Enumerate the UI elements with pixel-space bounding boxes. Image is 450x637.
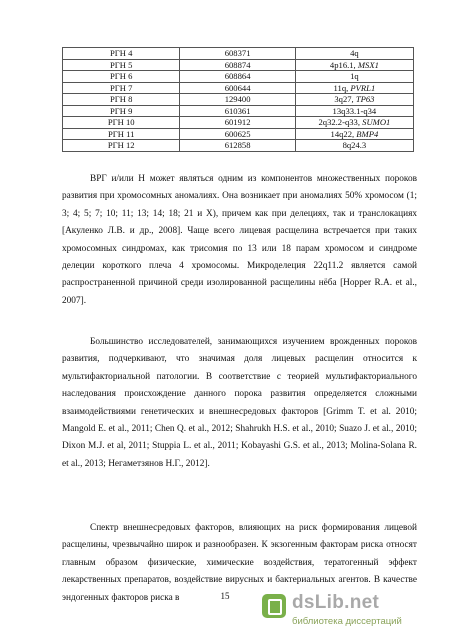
cell-code: 601912 — [180, 117, 295, 129]
cell-name: РГН 4 — [63, 48, 180, 60]
watermark-tagline: библиотека диссертаций — [292, 616, 402, 627]
table-row — [63, 128, 414, 140]
gene-name: SUMO1 — [362, 117, 391, 128]
table-row — [63, 48, 414, 60]
cell-locus — [295, 105, 413, 117]
paragraph-chromosomal-anomalies — [62, 171, 417, 310]
cell-locus — [295, 94, 413, 106]
table-row — [63, 71, 414, 83]
cell-name: РГН 12 — [63, 140, 180, 152]
cell-locus — [295, 82, 413, 94]
table-row — [63, 82, 414, 94]
table-row — [63, 140, 414, 152]
cell-locus — [295, 117, 413, 129]
watermark — [262, 592, 442, 632]
cell-locus — [295, 71, 413, 83]
table-row — [63, 94, 414, 106]
cell-name: РГН 8 — [63, 94, 180, 106]
paragraph-multifactorial — [62, 334, 417, 473]
table-row — [63, 105, 414, 117]
locus-text: 8q24.3 — [342, 140, 367, 151]
cell-name: РГН 10 — [63, 117, 180, 129]
locus-text: 3q27, — [334, 94, 356, 105]
locus-text: 2q32.2-q33, — [318, 117, 363, 128]
table-row — [63, 117, 414, 129]
table-body — [63, 48, 414, 152]
genetic-loci-table — [62, 47, 414, 152]
cell-code: 610361 — [180, 105, 295, 117]
cell-code: 608864 — [180, 71, 295, 83]
cell-name: РГН 6 — [63, 71, 180, 83]
gene-name: PVRL1 — [350, 82, 376, 93]
cell-code: 612858 — [180, 140, 295, 152]
cell-code: 608371 — [180, 48, 295, 60]
gene-name: TP63 — [355, 94, 375, 105]
cell-name: РГН 11 — [63, 128, 180, 140]
cell-name: РГН 9 — [63, 105, 180, 117]
locus-text: 1q — [350, 71, 359, 82]
watermark-logo: dsLib.net — [292, 592, 380, 613]
cell-code: 608874 — [180, 59, 295, 71]
cell-locus — [295, 59, 413, 71]
locus-text: 4p16.1, — [329, 59, 358, 70]
paragraph-text: Спектр внешнесредовых факторов, влияющих на риск формирования лицевой расщелины, чрезвычайно широк и разнообразен. К экзогенным факторам риска относят главным образом физические, химические воздействия, тератогенный эффект лекарственных препаратов, воздействие вирусных и бактериальных агентов. В качестве эндогенных факторов риска в — [62, 523, 417, 603]
paragraph-text: ВРГ и/или Н может являться одним из компонентов множественных пороков развития при хромосомных аномалиях. Она возникает при аномалиях 50% хромосом (1; 3; 4; 5; 7; 10; 11; 13; 14; 18; 21 и X), причем как при делециях, так и транслокациях [Акуленко Л.В. и др., 2008]. Чаще всего лицевая расщелина встречается при таких хромосомных синдромах, как трисомия по 13 или 18 парам хромосом и синдроме делеции короткого плеча 4 хромосомы. Микроделеция 22q11.2 является самой распространенной причиной среди изолированной расщелины нёба [Hopper R.A. et al., 2007]. — [62, 174, 417, 306]
gene-name: BMP4 — [356, 128, 379, 139]
locus-text: 13q33.1-q34 — [332, 105, 377, 116]
locus-text: 4q — [350, 48, 359, 59]
cell-code: 129400 — [180, 94, 295, 106]
locus-text: 14q22, — [330, 128, 357, 139]
cell-code: 600644 — [180, 82, 295, 94]
cell-locus — [295, 128, 413, 140]
cell-locus — [295, 48, 413, 60]
cell-locus — [295, 140, 413, 152]
book-icon — [262, 594, 286, 618]
locus-text: 11q, — [333, 82, 351, 93]
gene-name: MSX1 — [357, 59, 379, 70]
page-number: 15 — [220, 591, 230, 601]
cell-name: РГН 5 — [63, 59, 180, 71]
table-row — [63, 59, 414, 71]
paragraph-text: Большинство исследователей, занимающихся изучением врожденных пороков развития, подчеркивают, что значимая доля лицевых расщелин относится к мультифакториальной патологии. В соответствие с теорией мультифакториального наследования происхождение данного порока развития определяется сложными взаимодействиями генетических и внешнесредовых факторов [Grimm T. et al. 2010; Mangold E. et al., 2011; Chen Q. et al., 2012; Shahrukh H.S. et al., 2010; Suazo J. et al., 2010; Dixon M.J. et al, 2011; Stuppia L. et al., 2011; Kobayashi G.S. et al., 2013; Molina-Solana R. et al., 2013; Негаметзянов Н.Г., 2012]. — [62, 337, 417, 469]
cell-code: 600625 — [180, 128, 295, 140]
cell-name: РГН 7 — [63, 82, 180, 94]
